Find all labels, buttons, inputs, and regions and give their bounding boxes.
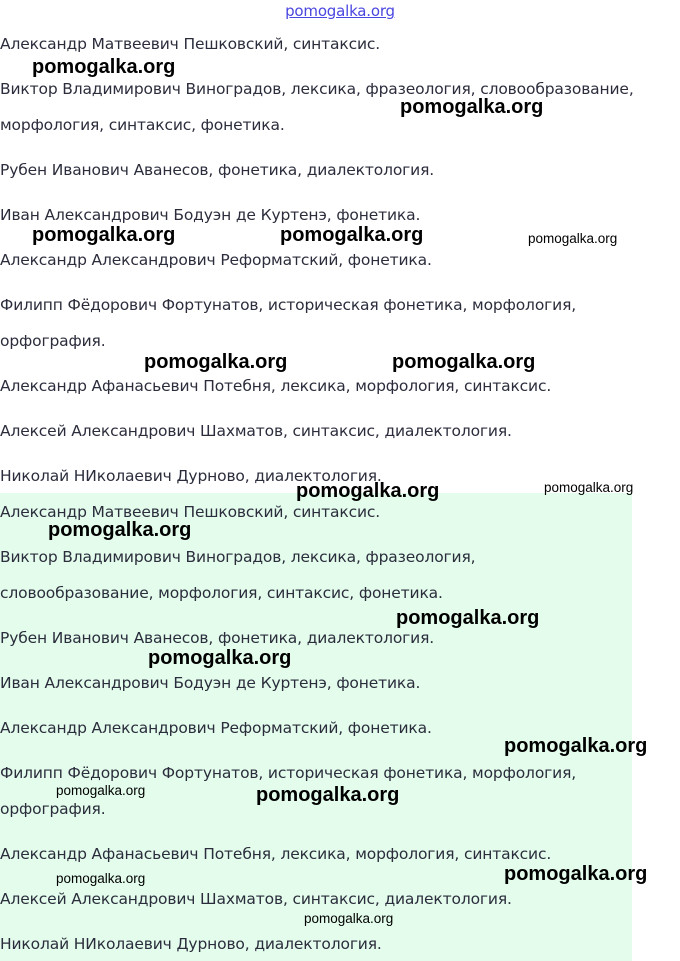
panel-text-line: Александр Матвеевич Пешковский, синтаксис.	[0, 503, 381, 521]
text-line: Александр Матвеевич Пешковский, синтаксис.	[0, 35, 381, 53]
panel-text-line: Иван Александрович Бодуэн де Куртенэ, фонетика.	[0, 674, 421, 692]
watermark: pomogalka.org	[504, 863, 648, 885]
watermark: pomogalka.org	[56, 871, 146, 886]
watermark: pomogalka.org	[296, 480, 440, 502]
watermark: pomogalka.org	[144, 351, 288, 373]
text-line: орфография.	[0, 332, 106, 350]
panel-text-line: Александр Александрович Реформатский, фонетика.	[0, 719, 432, 737]
panel-text-line: Филипп Фёдорович Фортунатов, историческая фонетика, морфология,	[0, 764, 577, 782]
watermark: pomogalka.org	[148, 647, 292, 669]
panel-text-line: орфография.	[0, 800, 106, 818]
watermark: pomogalka.org	[392, 351, 536, 373]
panel-text-line: Николай НИколаевич Дурново, диалектология.	[0, 935, 382, 953]
panel-text-line: словообразование, морфология, синтаксис, фонетика.	[0, 584, 443, 602]
text-line: Иван Александрович Бодуэн де Куртенэ, фонетика.	[0, 206, 421, 224]
panel-text-line: Рубен Иванович Аванесов, фонетика, диалектология.	[0, 629, 435, 647]
text-line: морфология, синтаксис, фонетика.	[0, 116, 285, 134]
watermark: pomogalka.org	[32, 224, 176, 246]
text-line: Виктор Владимирович Виноградов, лексика, фразеология, словообразование,	[0, 80, 634, 98]
watermark: pomogalka.org	[304, 911, 394, 926]
panel-text-line: Александр Афанасьевич Потебня, лексика, морфология, синтаксис.	[0, 845, 552, 863]
panel-text-line: Алексей Александрович Шахматов, синтаксис, диалектология.	[0, 890, 512, 908]
text-line: Алексей Александрович Шахматов, синтаксис, диалектология.	[0, 422, 512, 440]
watermark: pomogalka.org	[48, 519, 192, 541]
watermark: pomogalka.org	[32, 56, 176, 78]
text-line: Филипп Фёдорович Фортунатов, историческая фонетика, морфология,	[0, 296, 577, 314]
watermark: pomogalka.org	[56, 783, 146, 798]
text-line: Николай НИколаевич Дурново, диалектология.	[0, 467, 382, 485]
text-line: Александр Александрович Реформатский, фонетика.	[0, 251, 432, 269]
watermark: pomogalka.org	[544, 480, 634, 495]
panel-text-line: Виктор Владимирович Виноградов, лексика, фразеология,	[0, 548, 476, 566]
watermark: pomogalka.org	[256, 784, 400, 806]
watermark: pomogalka.org	[504, 735, 648, 757]
text-line: Александр Афанасьевич Потебня, лексика, морфология, синтаксис.	[0, 377, 552, 395]
site-link[interactable]: pomogalka.org	[285, 2, 395, 20]
watermark: pomogalka.org	[280, 224, 424, 246]
text-line: Рубен Иванович Аванесов, фонетика, диалектология.	[0, 161, 435, 179]
watermark: pomogalka.org	[400, 96, 544, 118]
watermark: pomogalka.org	[528, 231, 618, 246]
watermark: pomogalka.org	[396, 607, 540, 629]
